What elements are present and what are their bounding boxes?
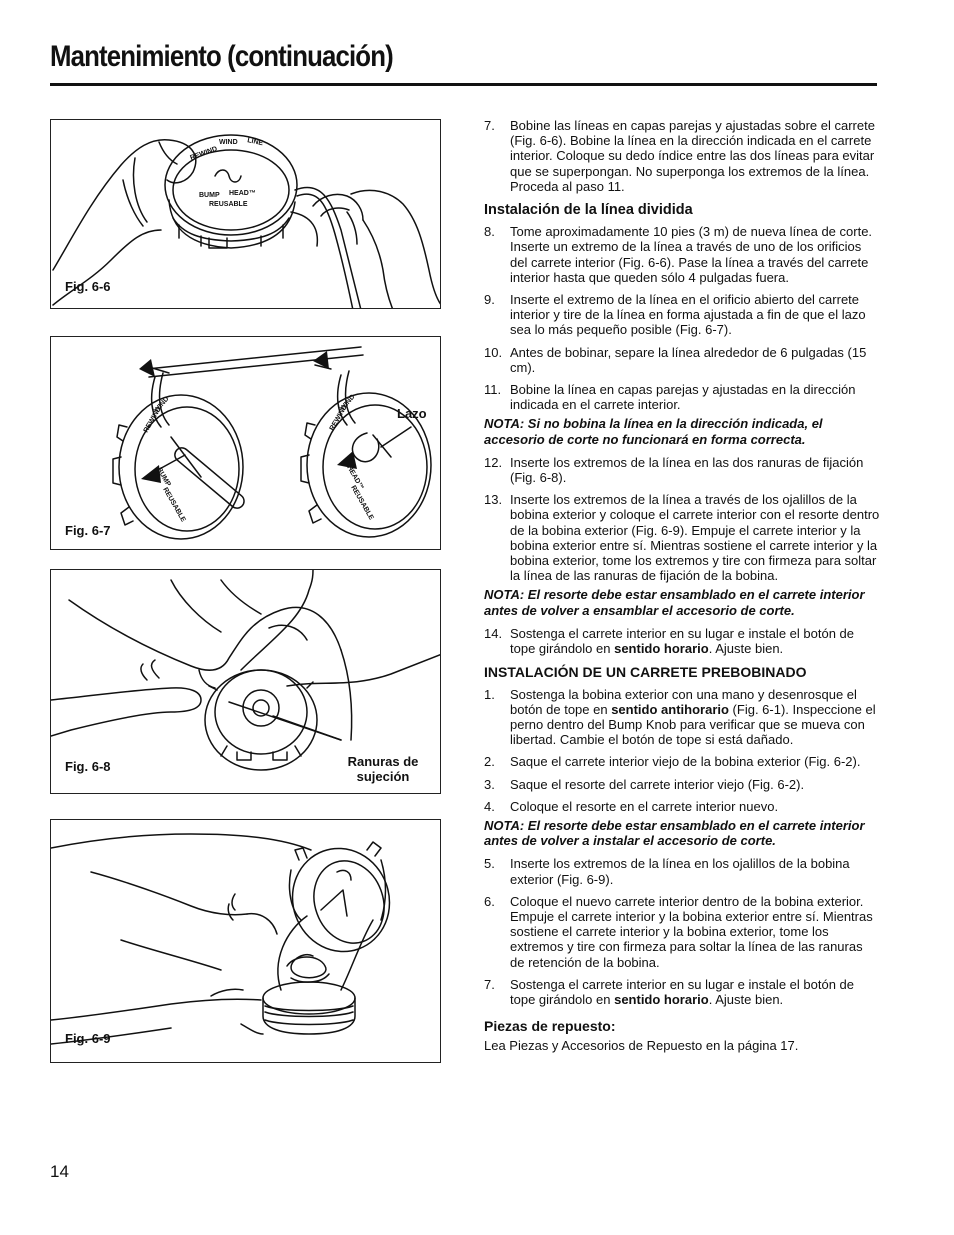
step-number: 2. — [484, 754, 495, 770]
title-rule — [50, 83, 877, 86]
step-number: 6. — [484, 893, 495, 909]
instructions-column — [484, 118, 880, 1054]
spool-rewind-label: REWIND — [328, 403, 349, 432]
figure-label: Fig. 6-7 — [65, 523, 111, 538]
step-item — [484, 894, 880, 970]
step-number: 10. — [484, 344, 503, 360]
figure-6-9 — [50, 819, 441, 1063]
step-text: Inserte el extremo de la línea en el orificio abierto del carrete interior y tire de la línea en forma ajustada a fin de que el lazo sea lo más pequeño posible (Fig. 6-7). — [510, 292, 866, 338]
spool-bump-label: BUMP — [155, 466, 172, 488]
step-text: Tome aproximadamente 10 pies (3 m) de nueva línea de corte. Inserte un extremo de la línea a través de uno de los orificios del carrete interior (Fig. 6-6). Pase la línea a través del carrete interior hasta que queden sólo 4 pulgadas fuera. — [510, 224, 873, 285]
step-text: Bobine las líneas en capas parejas y ajustadas sobre el carrete (Fig. 6-6). Bobine la línea en la dirección indicada en el carrete interior. Coloque su dedo índice entre las dos líneas para evitar que se superpongan. No superponga los extremos de la línea. Proceda al paso 11. — [510, 118, 875, 194]
step-item — [484, 754, 880, 769]
step-number: 13. — [484, 492, 503, 508]
emphasis-clockwise: sentido horario — [614, 991, 709, 1007]
spool-rewind-label: REWIND — [189, 145, 219, 162]
step-text: Coloque el resorte en el carrete interior nuevo. — [510, 798, 779, 814]
section-heading-prewound: INSTALACIÓN DE UN CARRETE PREBOBINADO — [484, 664, 807, 681]
figure-6-7 — [50, 336, 441, 550]
step-number: 11. — [484, 382, 502, 398]
spool-wind-label: WIND — [339, 393, 357, 413]
step-item — [484, 626, 880, 656]
spool-wind-label: WIND — [153, 395, 171, 415]
note-winding-direction: NOTA: Si no bobina la línea en la dirección indicada, el accesorio de corte no funcionará en forma correcta. — [484, 416, 823, 447]
step-text: Antes de bobinar, separe la línea alrededor de 6 pulgadas (15 cm). — [510, 344, 867, 375]
callout-lazo: Lazo — [397, 406, 427, 421]
spool-wind-label: WIND — [219, 139, 238, 146]
note-spring-install: NOTA: El resorte debe estar ensamblado en el carrete interior antes de volver a instalar el accesorio de corte. — [484, 817, 865, 849]
spool-reusable-label: REUSABLE — [349, 484, 375, 522]
step-item — [484, 799, 880, 814]
step-number: 9. — [484, 292, 495, 308]
step-number: 3. — [484, 776, 495, 792]
step-item — [484, 224, 880, 285]
section-heading-replacement-parts: Piezas de repuesto: — [484, 1018, 616, 1035]
callout-ranuras-de-sujecion: Ranuras de sujeción — [347, 754, 419, 784]
figure-label: Fig. 6-6 — [65, 279, 111, 294]
spool-head-label: HEAD™ — [345, 464, 365, 492]
figure-6-6 — [50, 119, 441, 309]
step-item — [484, 345, 880, 375]
step-text: Sostenga la bobina exterior con una mano y desenrosque el botón de tope en sentido antihorario (Fig. 6-1). Inspeccione el perno dentro del Bump Knob para verificar que se mueva con libertad. Cambie el botón de tope si está dañado. — [510, 686, 876, 748]
figure-6-9-illustration — [51, 820, 441, 1063]
figure-label: Fig. 6-8 — [65, 759, 111, 774]
spool-line-label: LINE — [246, 137, 264, 148]
step-item — [484, 856, 880, 886]
step-number: 8. — [484, 224, 495, 240]
step-text: Sostenga el carrete interior en su lugar e instale el botón de tope girándolo en sentido horario. Ajuste bien. — [510, 976, 854, 1007]
page-number: 14 — [50, 1162, 69, 1181]
step-number: 7. — [484, 118, 495, 133]
spool-rewind-label: REWIND — [142, 405, 163, 434]
step-text: Inserte los extremos de la línea en los ojalillos de la bobina exterior (Fig. 6-9). — [510, 856, 850, 887]
step-item — [484, 118, 880, 194]
figure-6-8 — [50, 569, 441, 794]
emphasis-clockwise: sentido horario — [614, 641, 709, 657]
step-number: 1. — [484, 686, 495, 702]
step-number: 14. — [484, 625, 503, 641]
spool-bump-label: BUMP — [199, 192, 220, 199]
step-item — [484, 687, 880, 748]
figure-label: Fig. 6-9 — [65, 1031, 111, 1046]
step-text: Coloque el nuevo carrete interior dentro de la bobina exterior. Empuje el carrete interior y la bobina exterior entre sí. Mientras sostiene el carrete interior y la bobina exterior, tome los extremos y tire con firmeza para soltar la línea de las ranuras de retención de la bobina. — [510, 893, 873, 970]
step-item — [484, 455, 880, 485]
section-heading-split-line: Instalación de la línea dividida — [484, 202, 693, 219]
step-text: Bobine la línea en capas parejas y ajustadas en la dirección indicada en el carrete interior. — [510, 382, 856, 413]
replacement-parts-text: Lea Piezas y Accesorios de Repuesto en la página 17. — [484, 1038, 799, 1054]
step-item — [484, 382, 880, 412]
step-item — [484, 777, 880, 792]
step-text: Inserte los extremos de la línea a través de los ojalillos de la bobina exterior y coloque el carrete interior con el resorte dentro de la bobina exterior (Fig. 6-9). Empuje el carrete interior y la bobina exterior entre sí. Mientras sostiene el carrete interior y la bobina exterior, tome los extremos y tire con firmeza para soltar la línea de las ranuras de fijación de la bobina. — [510, 492, 880, 584]
step-text: Sostenga el carrete interior en su lugar e instale el botón de tope girándolo en sentido horario. Ajuste bien. — [510, 625, 854, 657]
step-number: 12. — [484, 454, 503, 470]
step-item — [484, 292, 880, 338]
spool-reusable-label: REUSABLE — [209, 201, 248, 208]
note-spring-assembly: NOTA: El resorte debe estar ensamblado en el carrete interior antes de volver a ensamblar el accesorio de corte. — [484, 587, 865, 618]
step-item — [484, 492, 880, 583]
step-item — [484, 977, 880, 1007]
figure-6-7-illustration — [51, 337, 441, 550]
step-text: Saque el resorte del carrete interior viejo (Fig. 6-2). — [510, 776, 805, 792]
step-number: 4. — [484, 798, 495, 814]
emphasis-counterclockwise: sentido antihorario — [611, 701, 729, 717]
spool-head-label: HEAD™ — [229, 190, 256, 197]
step-number: 5. — [484, 856, 495, 872]
step-number: 7. — [484, 976, 495, 992]
step-text: Inserte los extremos de la línea en las dos ranuras de fijación (Fig. 6-8). — [510, 454, 864, 486]
spool-reusable-label: REUSABLE — [161, 486, 187, 524]
step-text: Saque el carrete interior viejo de la bobina exterior (Fig. 6-2). — [510, 754, 861, 770]
page-title: Mantenimiento (continuación) — [50, 40, 393, 73]
